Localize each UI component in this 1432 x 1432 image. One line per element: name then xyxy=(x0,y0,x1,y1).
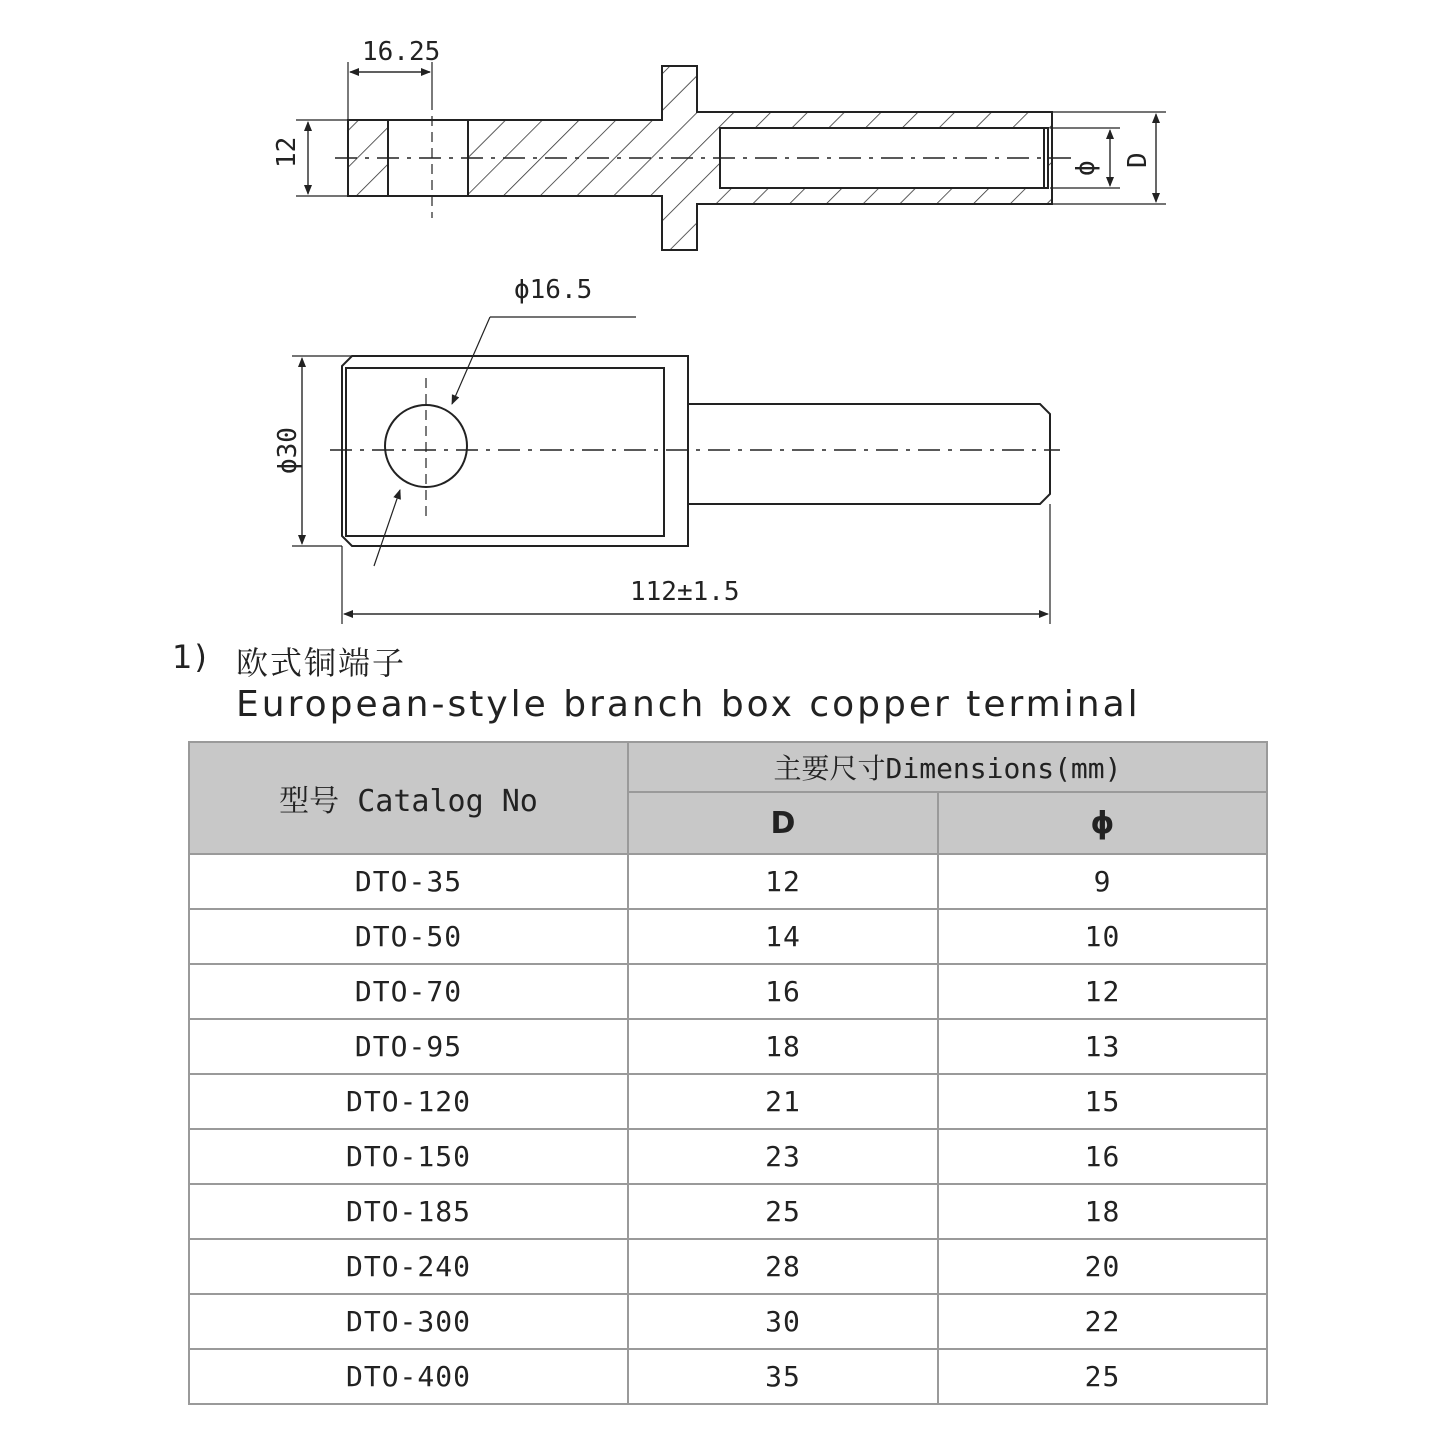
table-row xyxy=(189,1294,1267,1349)
cell-catalog: DTO-240 xyxy=(189,1239,628,1294)
spec-table xyxy=(188,741,1268,1405)
caption-number: 1) xyxy=(172,638,209,676)
technical-drawing xyxy=(0,0,1432,640)
cell-phi: 22 xyxy=(938,1294,1267,1349)
cell-catalog: DTO-95 xyxy=(189,1019,628,1074)
header-col-phi: ϕ xyxy=(938,792,1267,854)
dim-diameter-label: ϕ30 xyxy=(273,427,303,474)
table-row xyxy=(189,964,1267,1019)
cell-catalog: DTO-50 xyxy=(189,909,628,964)
cell-phi: 20 xyxy=(938,1239,1267,1294)
table-row xyxy=(189,909,1267,964)
cell-D: 14 xyxy=(628,909,938,964)
table-row xyxy=(189,1239,1267,1294)
cell-phi: 25 xyxy=(938,1349,1267,1404)
cell-phi: 13 xyxy=(938,1019,1267,1074)
dim-hole-label: ϕ16.5 xyxy=(514,275,593,305)
cell-phi: 16 xyxy=(938,1129,1267,1184)
header-col-D: D xyxy=(628,792,938,854)
dim-length-label: 112±1.5 xyxy=(630,577,740,607)
table-row xyxy=(189,1074,1267,1129)
cell-catalog: DTO-150 xyxy=(189,1129,628,1184)
dim-width-label: 16.25 xyxy=(362,37,441,67)
cell-catalog: DTO-35 xyxy=(189,854,628,909)
cell-D: 23 xyxy=(628,1129,938,1184)
cell-catalog: DTO-120 xyxy=(189,1074,628,1129)
header-dimensions: 主要尺寸Dimensions(mm) xyxy=(628,742,1267,792)
cell-D: 35 xyxy=(628,1349,938,1404)
cell-catalog: DTO-400 xyxy=(189,1349,628,1404)
cell-D: 21 xyxy=(628,1074,938,1129)
cell-D: 30 xyxy=(628,1294,938,1349)
cell-D: 16 xyxy=(628,964,938,1019)
table-row xyxy=(189,854,1267,909)
cell-catalog: DTO-70 xyxy=(189,964,628,1019)
header-catalog: 型号 Catalog No xyxy=(189,742,628,854)
cell-phi: 18 xyxy=(938,1184,1267,1239)
cell-phi: 15 xyxy=(938,1074,1267,1129)
dim-phi-label: ϕ xyxy=(1071,160,1101,176)
cell-D: 18 xyxy=(628,1019,938,1074)
side-view-barrel xyxy=(688,404,1050,504)
table-row xyxy=(189,1129,1267,1184)
table-row xyxy=(189,1184,1267,1239)
cell-catalog: DTO-185 xyxy=(189,1184,628,1239)
cell-phi: 10 xyxy=(938,909,1267,964)
table-row xyxy=(189,1349,1267,1404)
table-row xyxy=(189,1019,1267,1074)
cell-D: 28 xyxy=(628,1239,938,1294)
dim-height-label: 12 xyxy=(272,136,302,168)
cell-D: 25 xyxy=(628,1184,938,1239)
side-view-palm xyxy=(342,356,688,546)
top-view xyxy=(296,62,1166,250)
caption-title-en: European-style branch box copper terminal xyxy=(236,684,1141,725)
dim-D-label: D xyxy=(1123,152,1153,168)
cell-phi: 9 xyxy=(938,854,1267,909)
cell-D: 12 xyxy=(628,854,938,909)
cell-catalog: DTO-300 xyxy=(189,1294,628,1349)
caption-title-cn: 欧式铜端子 xyxy=(236,644,407,682)
cell-phi: 12 xyxy=(938,964,1267,1019)
